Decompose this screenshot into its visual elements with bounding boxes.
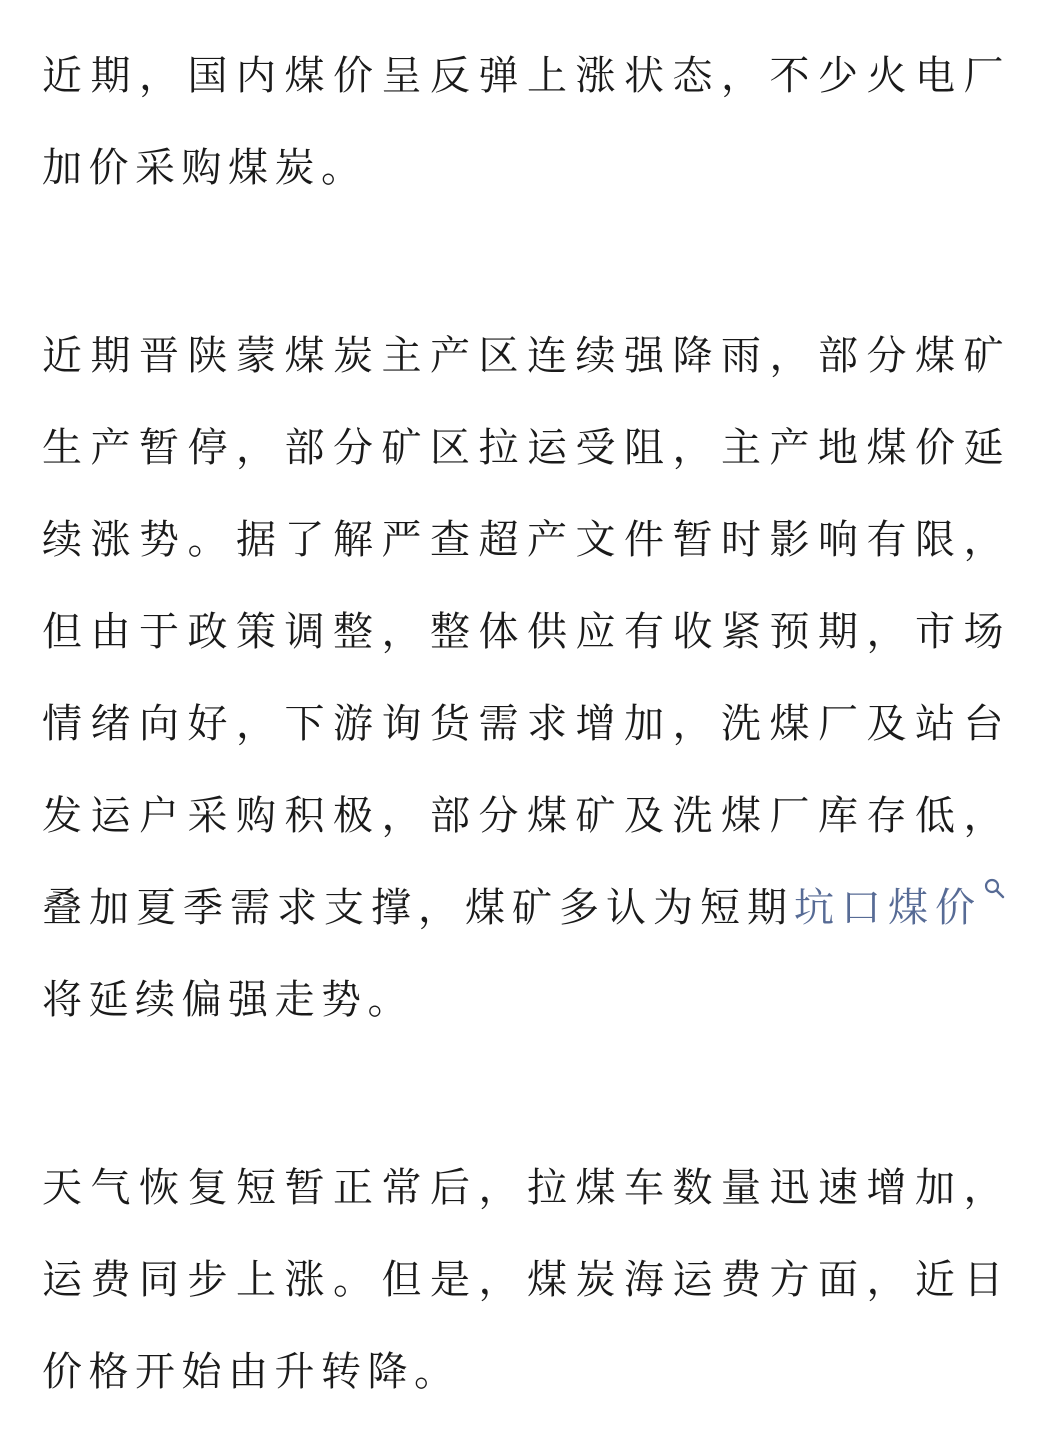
paragraph-3-text: 天气恢复短暂正常后，拉煤车数量迅速增加，运费同步上涨。但是，煤炭海运费方面，近日价格开始由升转降。 bbox=[42, 1165, 1010, 1395]
paragraph-2-text-before: 近期晋陕蒙煤炭主产区连续强降雨，部分煤矿生产暂停，部分矿区拉运受阻，主产地煤价延续涨势。据了解严查超产文件暂时影响有限，但由于政策调整，整体供应有收紧预期，市场情绪向好，下游询货需求增加，洗煤厂及站台发运户采购积极，部分煤矿及洗煤厂库存低，叠加夏季需求支撑，煤矿多认为短期 bbox=[42, 333, 1010, 931]
paragraph-2-text-after: 将延续偏强走势。 bbox=[42, 977, 414, 1023]
paragraph-1 bbox=[42, 30, 1010, 214]
paragraph-1-text: 近期，国内煤价呈反弹上涨状态，不少火电厂加价采购煤炭。 bbox=[42, 53, 1010, 191]
keyword-link[interactable]: 坑口煤价 bbox=[794, 885, 982, 931]
paragraph-3 bbox=[42, 1142, 1010, 1418]
paragraph-gap bbox=[42, 214, 1010, 310]
paragraph-2 bbox=[42, 310, 1010, 1046]
article-body bbox=[42, 30, 1010, 1418]
paragraph-gap bbox=[42, 1046, 1010, 1142]
search-icon[interactable] bbox=[984, 878, 1006, 900]
